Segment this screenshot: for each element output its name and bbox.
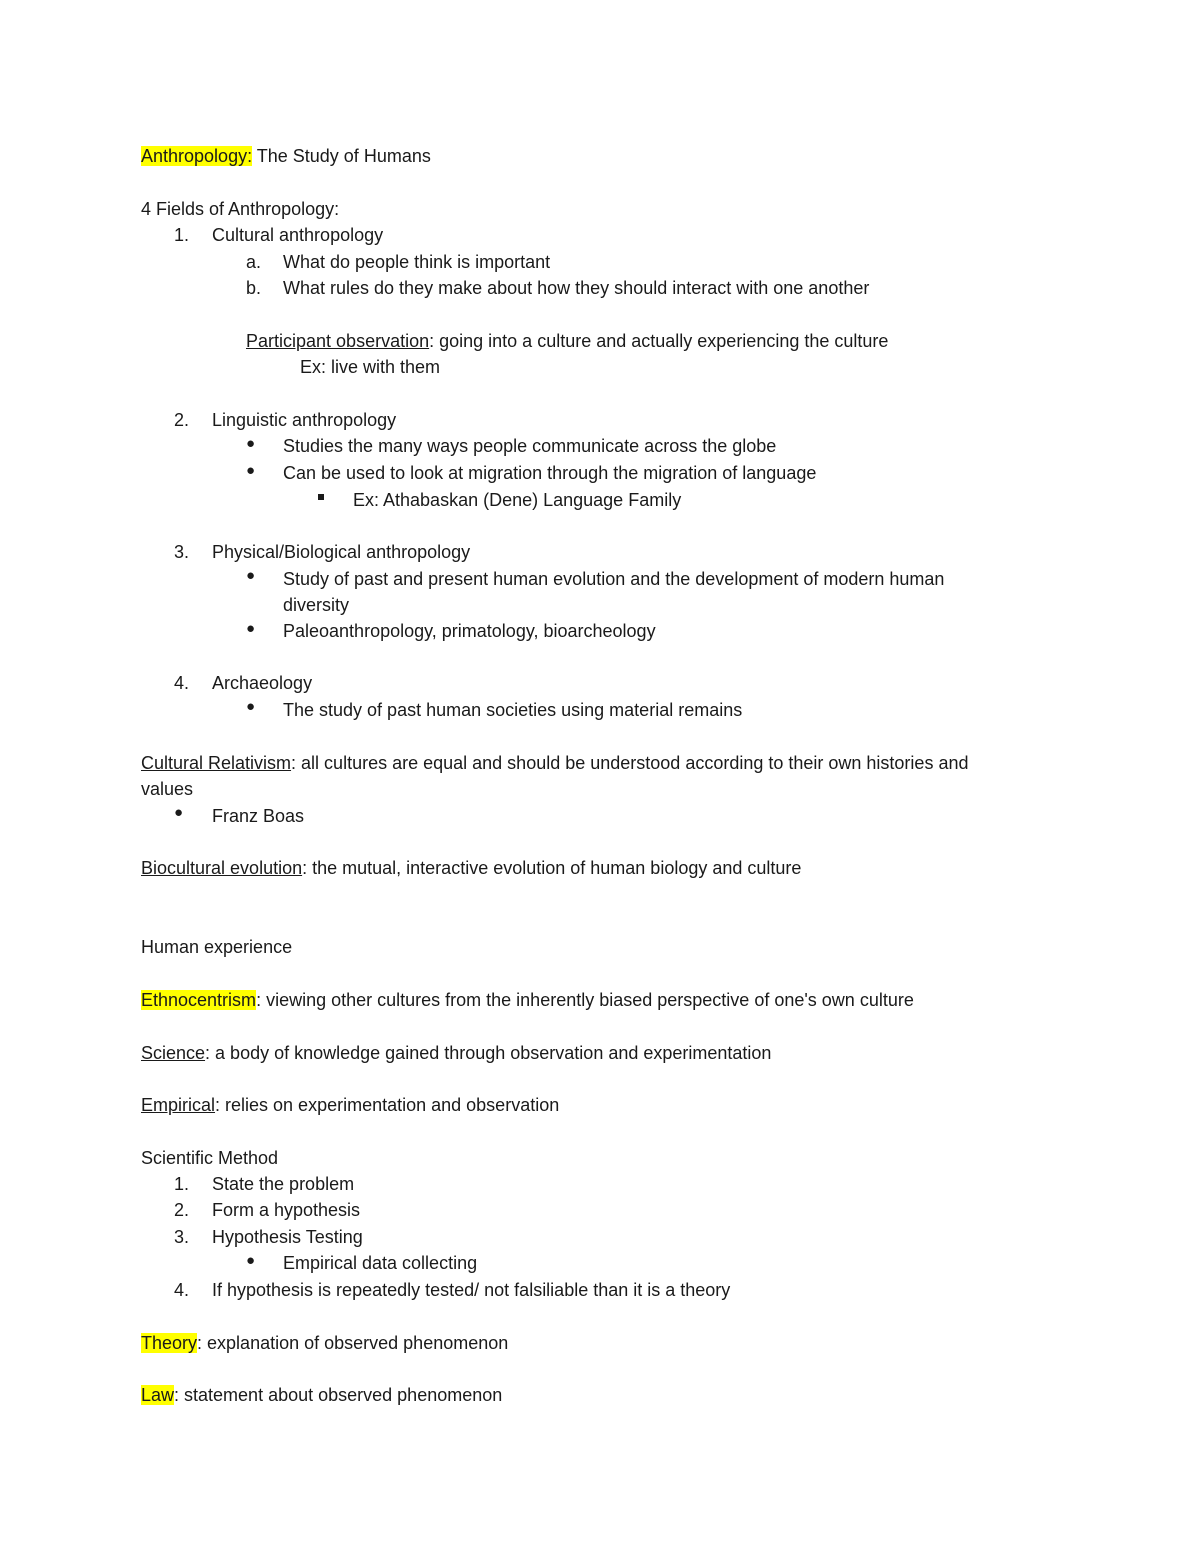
step1-number: 1.	[174, 1174, 190, 1194]
scientific-method-heading: Scientific Method	[141, 1148, 279, 1168]
title-text: The Study of Humans	[252, 146, 431, 166]
step1-text: State the problem	[212, 1174, 355, 1194]
step2-text: Form a hypothesis	[212, 1200, 361, 1220]
field2-bullet1: Studies the many ways people communicate across the globe	[283, 436, 777, 456]
science-line	[141, 1042, 771, 1064]
field1-a-marker: a.	[246, 252, 262, 272]
cultural-relativism-line1	[141, 752, 968, 774]
title-term: Anthropology:	[141, 146, 253, 166]
field3-bullet1-line1: Study of past and present human evolution and the development of modern human	[283, 569, 945, 589]
step3-text: Hypothesis Testing	[212, 1227, 363, 1247]
law-line	[141, 1384, 502, 1406]
bullet-dot-icon: ●	[174, 804, 184, 821]
field1-label: Cultural anthropology	[212, 225, 384, 245]
ethnocentrism-term: Ethnocentrism	[141, 990, 257, 1010]
biocultural-evolution-line	[141, 857, 801, 879]
science-term: Science	[141, 1043, 206, 1063]
cultural-relativism-definition: : all cultures are equal and should be understood according to their own histories and	[291, 753, 969, 773]
theory-term: Theory	[141, 1333, 198, 1353]
bullet-dot-icon: ●	[246, 1252, 256, 1269]
bullet-dot-icon: ●	[246, 462, 256, 479]
cultural-relativism-line2: values	[141, 779, 194, 799]
empirical-line	[141, 1094, 559, 1116]
biocultural-evolution-term: Biocultural evolution	[141, 858, 303, 878]
field4-label: Archaeology	[212, 673, 313, 693]
ethnocentrism-line	[141, 989, 914, 1011]
field3-bullet2: Paleoanthropology, primatology, bioarcheology	[283, 621, 656, 641]
empirical-definition: : relies on experimentation and observation	[215, 1095, 560, 1115]
bullet-dot-icon: ●	[246, 698, 256, 715]
field1-number: 1.	[174, 225, 190, 245]
square-bullet-icon	[318, 494, 324, 500]
science-definition: : a body of knowledge gained through observation and experimentation	[205, 1043, 772, 1063]
step3-number: 3.	[174, 1227, 190, 1247]
ethnocentrism-definition: : viewing other cultures from the inherently biased perspective of one's own culture	[256, 990, 914, 1010]
cultural-relativism-term: Cultural Relativism	[141, 753, 292, 773]
step3-bullet: Empirical data collecting	[283, 1253, 478, 1273]
law-definition: : statement about observed phenomenon	[174, 1385, 503, 1405]
law-term: Law	[141, 1385, 175, 1405]
cultural-relativism-bullet: Franz Boas	[212, 806, 305, 826]
participant-observation-line	[246, 330, 888, 352]
step4-text: If hypothesis is repeatedly tested/ not falsiliable than it is a theory	[212, 1280, 731, 1300]
field4-number: 4.	[174, 673, 190, 693]
participant-observation-example: Ex: live with them	[300, 357, 441, 377]
step4-number: 4.	[174, 1280, 190, 1300]
field3-bullet1-line2: diversity	[283, 595, 350, 615]
field2-number: 2.	[174, 410, 190, 430]
fields-heading: 4 Fields of Anthropology:	[141, 199, 340, 219]
field1-b-text: What rules do they make about how they should interact with one another	[283, 278, 870, 298]
human-experience-heading: Human experience	[141, 937, 293, 957]
field3-number: 3.	[174, 542, 190, 562]
biocultural-evolution-definition: : the mutual, interactive evolution of human biology and culture	[302, 858, 802, 878]
field2-label: Linguistic anthropology	[212, 410, 397, 430]
bullet-dot-icon: ●	[246, 567, 256, 584]
field2-bullet2: Can be used to look at migration through the migration of language	[283, 463, 817, 483]
participant-observation-definition: : going into a culture and actually experiencing the culture	[429, 331, 889, 351]
title-line	[141, 145, 431, 167]
field1-a-text: What do people think is important	[283, 252, 551, 272]
step2-number: 2.	[174, 1200, 190, 1220]
field1-b-marker: b.	[246, 278, 262, 298]
bullet-dot-icon: ●	[246, 435, 256, 452]
bullet-dot-icon: ●	[246, 620, 256, 637]
field4-bullet1: The study of past human societies using material remains	[283, 700, 743, 720]
theory-line	[141, 1332, 508, 1354]
theory-definition: : explanation of observed phenomenon	[197, 1333, 509, 1353]
participant-observation-term: Participant observation	[246, 331, 430, 351]
empirical-term: Empirical	[141, 1095, 216, 1115]
field3-label: Physical/Biological anthropology	[212, 542, 471, 562]
field2-sub-bullet: Ex: Athabaskan (Dene) Language Family	[353, 490, 682, 510]
